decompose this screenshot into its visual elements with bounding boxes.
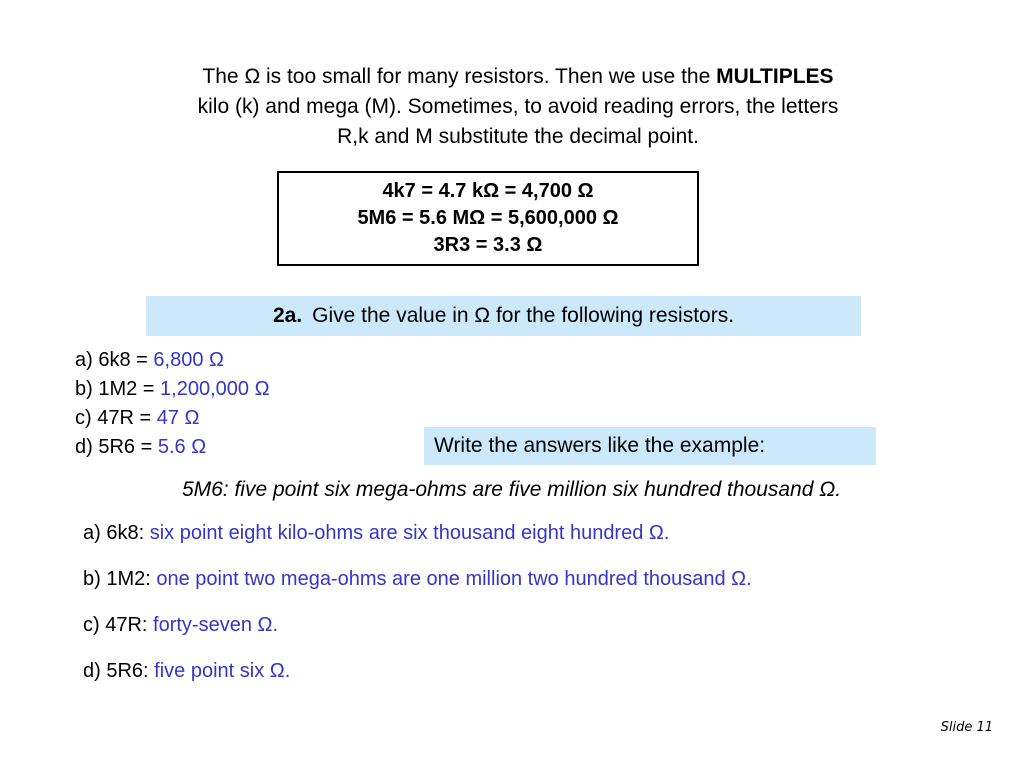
answer-label: a) 6k8: (83, 522, 145, 544)
value-label: a) 6k8 = (75, 349, 148, 371)
answer-label: c) 47R: (83, 614, 148, 636)
intro-paragraph (100, 62, 936, 152)
answer-item (83, 564, 752, 610)
intro-line-2: kilo (k) and mega (M). Sometimes, to avoid reading errors, the letters (197, 95, 839, 118)
answer-item (83, 610, 752, 656)
answer-text: one point two mega-ohms are one million two hundred thousand Ω. (156, 568, 752, 590)
answer-text: forty-seven Ω. (153, 614, 279, 636)
example-line: 4k7 = 4.7 kΩ = 4,700 Ω (382, 180, 594, 202)
intro-line-3: R,k and M substitute the decimal point. (337, 125, 699, 148)
task-instruction: Give the value in Ω for the following resistors. (312, 304, 735, 327)
value-item (75, 346, 270, 375)
answer-item (83, 518, 752, 564)
value-answer: 6,800 Ω (153, 349, 224, 371)
value-label: b) 1M2 = (75, 378, 155, 400)
value-answer: 47 Ω (156, 407, 200, 429)
values-list (75, 346, 270, 462)
answer-text: five point six Ω. (154, 660, 291, 682)
task-banner (146, 296, 861, 336)
value-answer: 5.6 Ω (157, 436, 207, 458)
answer-label: b) 1M2: (83, 568, 151, 590)
value-item (75, 433, 270, 462)
slide-number: Slide 11 (940, 720, 993, 735)
answers-list (83, 518, 752, 702)
example-line: 5M6 = 5.6 MΩ = 5,600,000 Ω (357, 207, 619, 229)
answer-label: d) 5R6: (83, 660, 149, 682)
value-label: d) 5R6 = (75, 436, 153, 458)
answer-text: six point eight kilo-ohms are six thousand eight hundred Ω. (149, 522, 670, 544)
examples-box (277, 171, 699, 266)
answer-item (83, 656, 752, 702)
value-label: c) 47R = (75, 407, 152, 429)
value-item (75, 375, 270, 404)
task-number: 2a. (272, 304, 303, 327)
example-line: 3R3 = 3.3 Ω (433, 234, 543, 256)
instruction-note: Write the answers like the example: (424, 427, 876, 465)
intro-line-1-text: The Ω is too small for many resistors. Then we use the (202, 65, 711, 88)
example-sentence: 5M6: five point six mega-ohms are five million six hundred thousand Ω. (181, 478, 842, 501)
intro-line-1 (100, 62, 936, 92)
intro-line-1-bold: MULTIPLES (716, 65, 834, 88)
value-item (75, 404, 270, 433)
value-answer: 1,200,000 Ω (160, 378, 270, 400)
